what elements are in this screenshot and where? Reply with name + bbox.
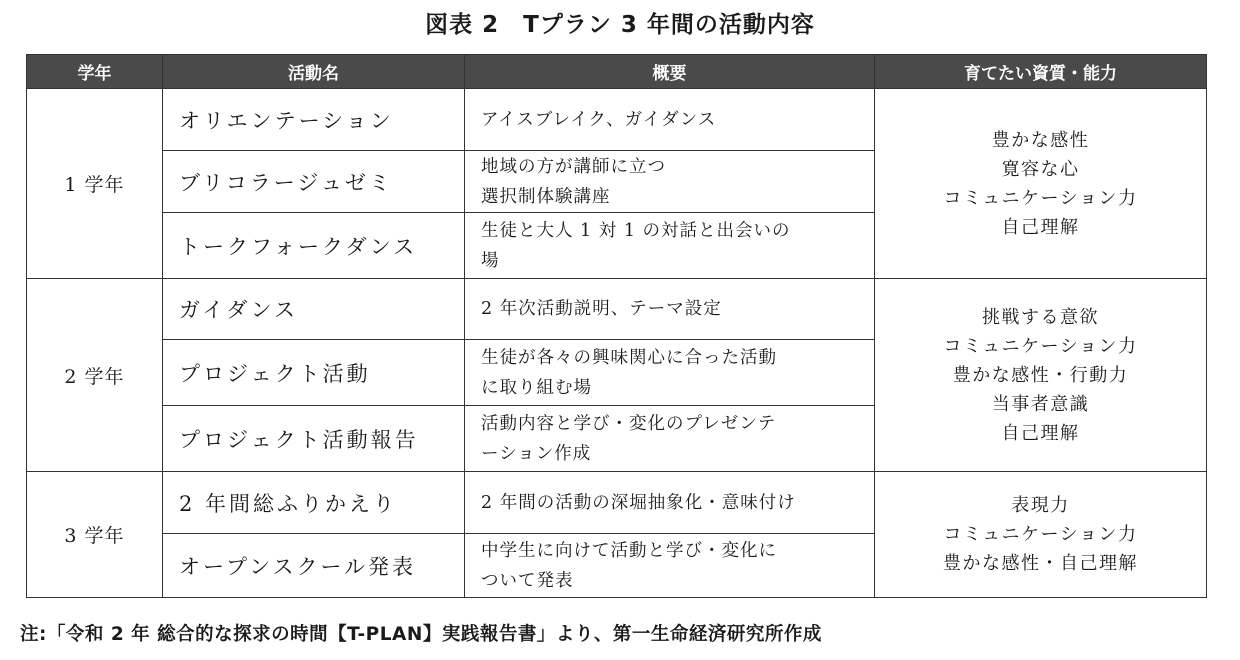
quality-item: 自己理解 (1001, 216, 1080, 238)
table-row (27, 89, 1207, 151)
quality-item: 自己理解 (1001, 422, 1080, 444)
summary-cell (465, 151, 875, 213)
quality-item: 豊かな感性・行動力 (952, 364, 1129, 386)
summary-cell (465, 340, 875, 406)
header-grade: 学年 (27, 55, 163, 89)
quality-item: 寛容な心 (1001, 158, 1080, 180)
qualities-cell (875, 279, 1207, 472)
header-row (27, 55, 1207, 89)
activity-cell: プロジェクト活動 (163, 340, 465, 406)
activity-cell: オリエンテーション (163, 89, 465, 151)
activity-cell: プロジェクト活動報告 (163, 406, 465, 472)
quality-item: 当事者意識 (991, 393, 1090, 415)
table-row (27, 472, 1207, 534)
summary-line: 生徒と大人 1 対 1 の対話と出会いの 場 (481, 220, 791, 271)
summary-line: 活動内容と学び・変化のプレゼンテ ーション作成 (481, 413, 777, 464)
quality-item: 豊かな感性 (991, 129, 1090, 151)
summary-line: 地域の方が講師に立つ 選択制体験講座 (481, 156, 666, 207)
summary-line: 中学生に向けて活動と学び・変化に ついて発表 (481, 540, 777, 591)
qualities-cell (875, 472, 1207, 598)
quality-item: コミュニケーション力 (943, 187, 1138, 209)
table-title: 図表 2 Tプラン 3 年間の活動内容 (425, 12, 815, 38)
quality-item: 挑戦する意欲 (982, 306, 1099, 328)
activities-table (26, 54, 1207, 598)
activity-cell: ガイダンス (163, 279, 465, 340)
summary-cell: 2 年次活動説明、テーマ設定 (465, 279, 875, 340)
summary-cell: 2 年間の活動の深堀抽象化・意味付け (465, 472, 875, 534)
summary-line: 生徒が各々の興味関心に合った活動 に取り組む場 (481, 347, 777, 398)
quality-item: コミュニケーション力 (943, 335, 1138, 357)
header-summary: 概要 (465, 55, 875, 89)
quality-item: 表現力 (1011, 495, 1070, 516)
grade-cell: 3 学年 (27, 472, 163, 598)
activity-cell: 2 年間総ふりかえり (163, 472, 465, 534)
quality-item: コミュニケーション力 (943, 524, 1138, 545)
header-qualities: 育てたい資質・能力 (875, 55, 1207, 89)
quality-item: 豊かな感性・自己理解 (943, 553, 1138, 574)
table-row (27, 279, 1207, 340)
activity-cell: ブリコラージュゼミ (163, 151, 465, 213)
qualities-cell (875, 89, 1207, 279)
source-note: 注:「令和 2 年 総合的な探求の時間【T-PLAN】実践報告書」より、第一生命経済研究所作成 (20, 624, 822, 645)
activity-cell: トークフォークダンス (163, 213, 465, 279)
summary-cell (465, 213, 875, 279)
activity-cell: オープンスクール発表 (163, 534, 465, 598)
summary-cell (465, 406, 875, 472)
summary-cell: アイスブレイク、ガイダンス (465, 89, 875, 151)
summary-cell (465, 534, 875, 598)
grade-cell: 1 学年 (27, 89, 163, 279)
grade-cell: 2 学年 (27, 279, 163, 472)
header-activity: 活動名 (163, 55, 465, 89)
